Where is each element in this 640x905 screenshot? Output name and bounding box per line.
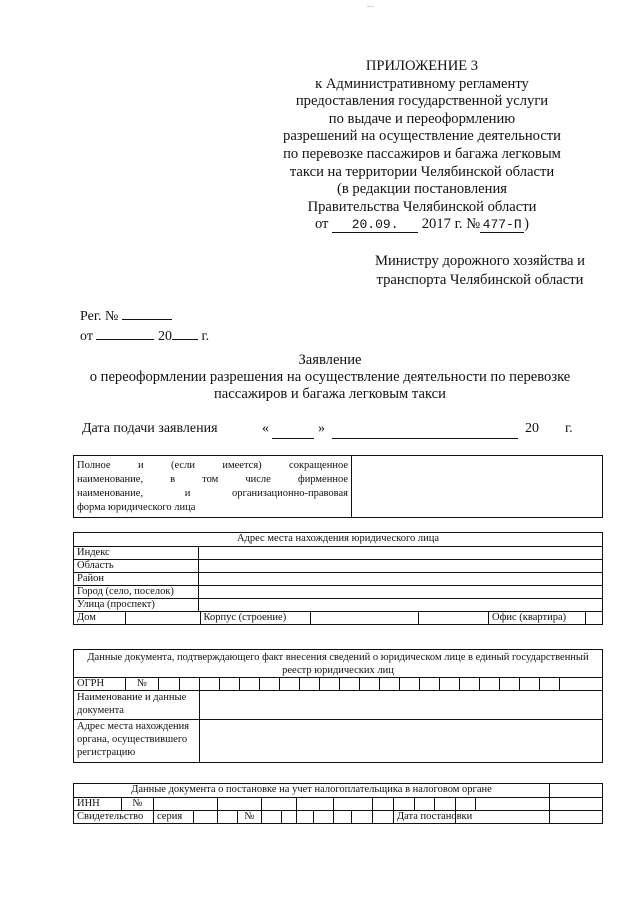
ogrn-digit-cell[interactable] — [260, 678, 280, 691]
city-field[interactable] — [199, 586, 603, 599]
reg-year-field[interactable] — [172, 326, 198, 340]
egrul-header: Данные документа, подтверждающего факт внесения сведений о юридическом лице в единый государственный реестр юридических лиц — [74, 650, 603, 678]
region-field[interactable] — [199, 560, 603, 573]
document-heading — [60, 352, 600, 403]
certificate-digit-cell[interactable] — [282, 811, 297, 824]
reg-number-label: Рег. № — [80, 309, 119, 324]
page-top-mark: --- — [367, 2, 374, 10]
submission-close-quote: » — [318, 421, 325, 436]
submission-date-line — [82, 421, 602, 437]
submission-open-quote: « — [262, 421, 269, 436]
office-cell — [489, 612, 603, 625]
reg-date-label: Дата постановки — [394, 811, 456, 824]
building-value-field[interactable] — [310, 612, 418, 624]
office-label: Офис (квартира) — [489, 612, 585, 624]
address-row-label: Область — [74, 560, 199, 573]
inn-digit-cell[interactable] — [218, 798, 262, 811]
inn-digit-cell[interactable] — [373, 798, 394, 811]
house-label: Дом — [74, 612, 126, 625]
org-name-table — [73, 455, 603, 518]
submission-day-field[interactable] — [272, 425, 314, 439]
ogrn-digit-cell[interactable] — [180, 678, 200, 691]
addressee-line: Министру дорожного хозяйства и — [374, 253, 585, 269]
address-row-label: Город (село, поселок) — [74, 586, 199, 599]
certificate-digit-cell[interactable] — [373, 811, 394, 824]
reg-date-label: от — [80, 329, 93, 344]
submission-month-field[interactable] — [332, 425, 518, 439]
building-label: Корпус (строение) — [200, 612, 310, 624]
house-number-field[interactable] — [126, 612, 200, 624]
appendix-close-paren: ) — [524, 216, 530, 233]
ogrn-digit-cell[interactable] — [240, 678, 260, 691]
reg-org-field[interactable] — [200, 720, 603, 763]
series-label: серия — [154, 811, 194, 824]
appendix-line: предоставления государственной услуги — [295, 93, 549, 110]
appendix-date-prefix: от — [314, 216, 329, 233]
org-name-line: наименование, и организационно-правовая — [77, 488, 348, 499]
appendix-date-line — [272, 216, 572, 234]
org-name-line: Полное и (если имеется) сокращенное — [77, 460, 348, 471]
inn-digit-cell[interactable] — [435, 798, 456, 811]
submission-date-label: Дата подачи заявления — [82, 421, 218, 436]
appendix-line: Правительства Челябинской области — [307, 198, 537, 215]
inn-digit-cell[interactable] — [334, 798, 373, 811]
ogrn-digit-cell[interactable] — [380, 678, 400, 691]
address-table — [73, 532, 603, 625]
ogrn-digit-cell[interactable] — [159, 678, 180, 691]
certificate-digit-cell[interactable] — [334, 811, 352, 824]
address-row-label: Район — [74, 573, 199, 586]
doc-name-label: Наименование и данные документа — [74, 691, 200, 720]
ogrn-digit-cell[interactable] — [460, 678, 480, 691]
certificate-label: Свидетельство — [74, 811, 154, 824]
ogrn-digit-cell[interactable] — [220, 678, 240, 691]
inn-no-label: № — [122, 798, 154, 811]
document-title: Заявление — [298, 352, 362, 368]
ogrn-digit-cell[interactable] — [400, 678, 420, 691]
appendix-number-value: 477-П — [480, 218, 524, 233]
tax-header: Данные документа о постановке на учет налогоплательщика в налоговом органе — [74, 784, 550, 798]
inn-digit-cell[interactable] — [456, 798, 476, 811]
certificate-digit-cell[interactable] — [314, 811, 334, 824]
address-spacer — [418, 612, 488, 624]
address-row-label: Улица (проспект) — [74, 599, 199, 612]
district-field[interactable] — [199, 573, 603, 586]
ogrn-no-label: № — [126, 678, 159, 691]
office-value-field[interactable] — [585, 612, 602, 624]
certificate-digit-cell[interactable] — [262, 811, 282, 824]
egrul-table — [73, 649, 603, 763]
certificate-digit-cell[interactable] — [352, 811, 373, 824]
ogrn-digit-cell[interactable] — [440, 678, 460, 691]
org-name-value-field[interactable] — [352, 456, 603, 518]
ogrn-digit-cell[interactable] — [320, 678, 340, 691]
ogrn-digit-cell[interactable] — [200, 678, 220, 691]
appendix-block — [272, 58, 572, 234]
certificate-no-label: № — [238, 811, 262, 824]
appendix-line: к Административному регламенту — [315, 75, 529, 92]
org-name-line: форма юридического лица — [77, 502, 196, 513]
inn-digit-cell[interactable] — [550, 798, 603, 811]
reg-number-field[interactable] — [122, 306, 172, 320]
tax-table — [73, 783, 603, 824]
ogrn-digit-cell[interactable] — [480, 678, 500, 691]
reg-year-suffix: г. — [201, 329, 210, 344]
appendix-line: по перевозке пассажиров и багажа легковым — [283, 145, 561, 162]
appendix-line: разрешений на осуществление деятельности — [283, 128, 561, 145]
ogrn-digit-cell[interactable] — [540, 678, 560, 691]
addressee — [360, 252, 600, 290]
address-header: Адрес места нахождения юридического лица — [74, 533, 603, 547]
inn-digit-cell[interactable] — [262, 798, 297, 811]
document-subtitle: о переоформлении разрешения на осуществление деятельности по перевозке — [89, 369, 571, 385]
series-cell[interactable] — [218, 811, 238, 824]
submission-year-suffix: г. — [565, 421, 573, 436]
document-subtitle: пассажиров и багажа легковым такси — [214, 386, 446, 402]
ogrn-digit-cell[interactable] — [360, 678, 380, 691]
registration-block — [80, 306, 209, 346]
ogrn-label: ОГРН — [74, 678, 126, 691]
inn-digit-cell[interactable] — [297, 798, 334, 811]
ogrn-digit-cell[interactable] — [520, 678, 540, 691]
series-cell[interactable] — [194, 811, 218, 824]
ogrn-digit-cell[interactable] — [560, 678, 603, 691]
inn-digit-cell[interactable] — [476, 798, 550, 811]
appendix-year-text: 2017 г. № — [421, 216, 481, 233]
appendix-title: ПРИЛОЖЕНИЕ 3 — [365, 58, 479, 74]
appendix-line: по выдаче и переоформлению — [328, 110, 516, 127]
reg-year-label: 20 — [157, 329, 172, 344]
inn-label: ИНН — [74, 798, 122, 811]
appendix-line: (в редакции постановления — [337, 181, 507, 198]
street-field[interactable] — [199, 599, 603, 612]
addressee-line: транспорта Челябинской области — [376, 272, 584, 288]
reg-date-field[interactable] — [96, 326, 154, 340]
ogrn-digit-cell[interactable] — [420, 678, 440, 691]
submission-year: 20 — [525, 421, 539, 436]
ogrn-digit-cell[interactable] — [340, 678, 360, 691]
org-name-line: наименование, в том числе фирменное — [77, 474, 348, 485]
appendix-line: такси на территории Челябинской области — [289, 163, 555, 180]
inn-digit-cell[interactable] — [415, 798, 435, 811]
house-building-cell — [126, 612, 489, 625]
ogrn-digit-cell[interactable] — [300, 678, 320, 691]
certificate-digit-cell[interactable] — [297, 811, 314, 824]
reg-org-label: Адрес места нахождения органа, осуществившего регистрацию — [74, 720, 200, 763]
inn-digit-cell[interactable] — [394, 798, 415, 811]
doc-name-field[interactable] — [200, 691, 603, 720]
ogrn-digit-cell[interactable] — [280, 678, 300, 691]
address-row-label: Индекс — [74, 547, 199, 560]
ogrn-digit-cell[interactable] — [500, 678, 520, 691]
org-name-label — [74, 456, 352, 518]
inn-digit-cell[interactable] — [154, 798, 218, 811]
appendix-date-value: 20.09. — [332, 218, 418, 233]
postal-code-field[interactable] — [199, 547, 603, 560]
